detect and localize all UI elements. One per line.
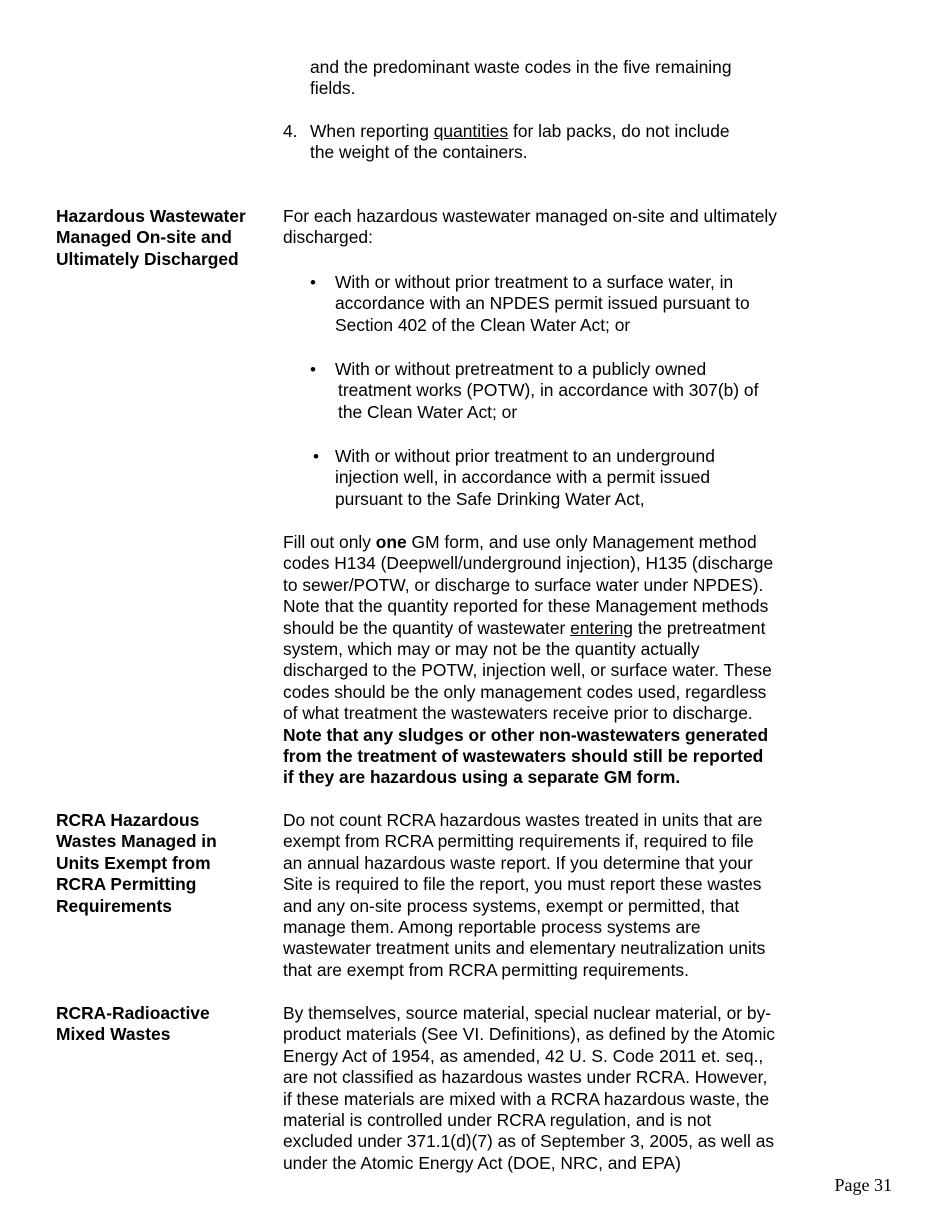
list-item-line: the weight of the containers. [310, 142, 528, 163]
section-heading-radioactive: RCRA-Radioactive Mixed Wastes [56, 1003, 210, 1045]
section-heading-exempt: RCRA Hazardous Wastes Managed in Units Exempt from RCRA Permitting Requirements [56, 810, 217, 916]
bullet-item: • With or without pretreatment to a publicly owned treatment works (POTW), in accordance with 307(b) of the Clean Water Act; or [310, 359, 759, 422]
wastewater-intro: For each hazardous wastewater managed on-site and ultimately discharged: [283, 206, 777, 248]
list-item-line: When reporting quantities for lab packs, do not include [310, 121, 730, 141]
list-number: 4. [283, 121, 298, 141]
bold-note: if they are hazardous using a separate GM form. [283, 767, 681, 788]
bullet-icon: • [313, 447, 319, 466]
section-heading-wastewater: Hazardous Wastewater Managed On-site and Ultimately Discharged [56, 206, 246, 269]
bold-note: Note that any sludges or other non-wastewaters generated [283, 724, 769, 745]
bullet-icon: • [310, 273, 316, 292]
bullet-item: • With or without prior treatment to a surface water, in accordance with an NPDES permit issued pursuant to Section 402 of the Clean Water Act; or [310, 272, 750, 335]
bullet-item: • With or without prior treatment to an underground injection well, in accordance with a permit issued pursuant to the Safe Drinking Water Act, [313, 446, 715, 509]
emphasis-one: one [375, 532, 407, 552]
radioactive-paragraph: By themselves, source material, special nuclear material, or by- product materials (See VI. Definitions), as defined by the Atomic Energy Act of 1954, as amended, 42 U. S. Code 2011 et. seq., are not classified as hazardous wastes under RCRA. However, if these materials are mixed with a RCRA hazardous waste, the material is controlled under RCRA regulation, and is not excluded under 371.1(d)(7) as of September 3, 2005, as well as under the Atomic Energy Act (DOE, NRC, and EPA) [283, 1003, 776, 1173]
underlined-word: entering [570, 617, 633, 638]
continuation-line: fields. [310, 78, 356, 99]
exempt-paragraph: Do not count RCRA hazardous wastes treated in units that are exempt from RCRA permitting requirements if, required to file an annual hazardous waste report. If you determine that your Site is required to file the report, you must report these wastes and any on-site process systems, exempt or permitted, that manage them. Among reportable process systems are wastewater treatment units and elementary neutralization units that are exempt from RCRA permitting requirements. [283, 810, 766, 980]
wastewater-instructions: Fill out only one GM form, and use only Management method codes H134 (Deepwell/underground injection), H135 (discharge to sewer/POTW, or discharge to surface water under NPDES). Note that the quantity reported for these Management methods should be the quantity of wastewater entering the pretreatment system, which may or may not be the quantity actually discharged to the POTW, injection well, or surface water. These codes should be the only management codes used, regardless of what treatment the wastewaters receive prior to discharge. Note that any sludges or other non-wastewaters generated from the treatment of wastewaters should still be reported if they are hazardous using a separate GM form. [283, 532, 818, 789]
bullet-icon: • [310, 360, 316, 379]
underlined-word: quantities [433, 121, 509, 141]
list-continuation [310, 57, 790, 100]
bold-note: from the treatment of wastewaters should still be reported [283, 746, 764, 767]
continuation-line: and the predominant waste codes in the five remaining [310, 57, 732, 77]
page-number: Page 31 [834, 1175, 892, 1195]
